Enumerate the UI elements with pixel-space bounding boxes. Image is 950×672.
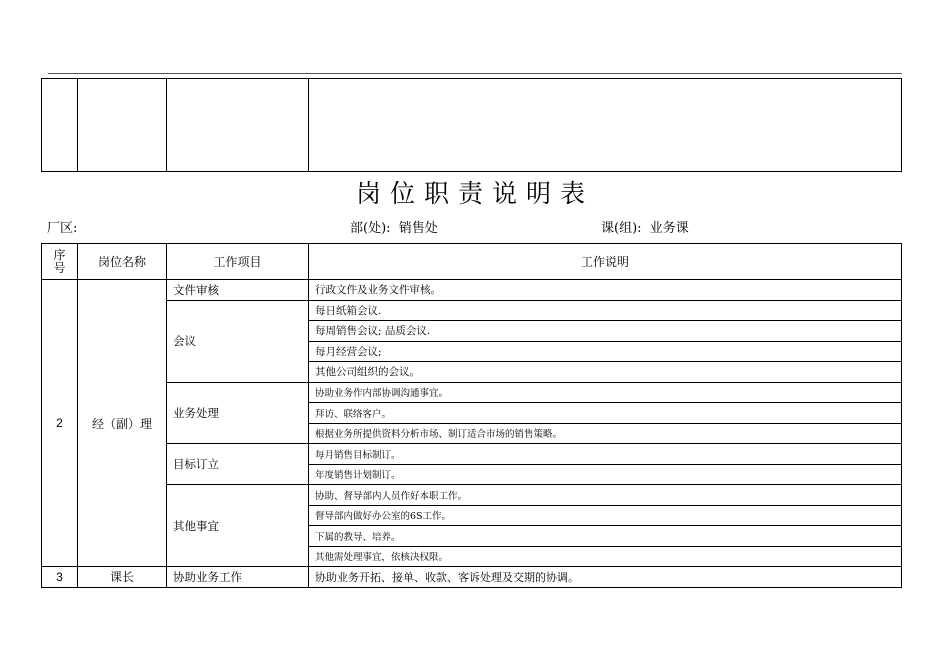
section-field [601, 217, 689, 236]
empty-cell [78, 79, 167, 172]
work-desc: 年度销售计划制订。 [309, 464, 902, 485]
header-work-desc: 工作说明 [309, 244, 902, 280]
table-row [42, 485, 902, 506]
work-item: 业务处理 [167, 382, 309, 444]
work-desc: 每日纸箱会议. [309, 300, 902, 321]
work-item: 协助业务工作 [167, 567, 309, 588]
row-seq: 3 [42, 567, 78, 588]
work-desc: 协助、督导部内人员作好本职工作。 [309, 485, 902, 506]
work-desc: 根据业务所提供资料分析市场、制订适合市场的销售策略。 [309, 423, 902, 444]
section-label: 课(组): [601, 221, 642, 236]
top-divider [48, 73, 902, 74]
work-desc: 协助业务作内部协调沟通事宜。 [309, 382, 902, 403]
department-field [350, 217, 438, 236]
table-row [42, 382, 902, 403]
work-desc: 每月经营会议; [309, 341, 902, 362]
header-work-item: 工作项目 [167, 244, 309, 280]
table-row [42, 444, 902, 465]
empty-cell [42, 79, 78, 172]
department-value: 销售处 [398, 221, 438, 236]
work-desc: 每月销售目标制订。 [309, 444, 902, 465]
header-seq: 序 号 [42, 244, 78, 280]
duty-table [41, 243, 902, 588]
department-label: 部(处): [350, 221, 391, 236]
work-desc: 督导部内做好办公室的6S工作。 [309, 505, 902, 526]
row-position: 课长 [78, 567, 167, 588]
factory-field [47, 217, 77, 236]
work-item: 会议 [167, 300, 309, 382]
work-desc: 每周销售会议; 品质会议. [309, 321, 902, 342]
table-row [42, 567, 902, 588]
empty-cell [167, 79, 309, 172]
table-row [42, 280, 902, 301]
work-desc: 行政文件及业务文件审核。 [309, 280, 902, 301]
header-position: 岗位名称 [78, 244, 167, 280]
table-row [42, 300, 902, 321]
previous-page-table-fragment [41, 78, 902, 172]
work-item: 目标订立 [167, 444, 309, 485]
page-title: 岗位职责说明表 [355, 179, 594, 208]
factory-label: 厂区: [47, 221, 78, 236]
work-desc: 其他需处理事宜，依核决权限。 [309, 546, 902, 567]
row-seq: 2 [42, 280, 78, 567]
work-desc: 拜访、联络客户。 [309, 403, 902, 424]
table-header-row [42, 244, 902, 280]
row-position: 经（副）理 [78, 280, 167, 567]
empty-cell [309, 79, 902, 172]
work-item: 文件审核 [167, 280, 309, 301]
work-desc: 下属的教导、培养。 [309, 526, 902, 547]
section-value: 业务课 [649, 221, 689, 236]
work-desc: 其他公司组织的会议。 [309, 362, 902, 383]
work-item: 其他事宜 [167, 485, 309, 567]
work-desc: 协助业务开拓、接单、收款、客诉处理及交期的协调。 [309, 567, 902, 588]
